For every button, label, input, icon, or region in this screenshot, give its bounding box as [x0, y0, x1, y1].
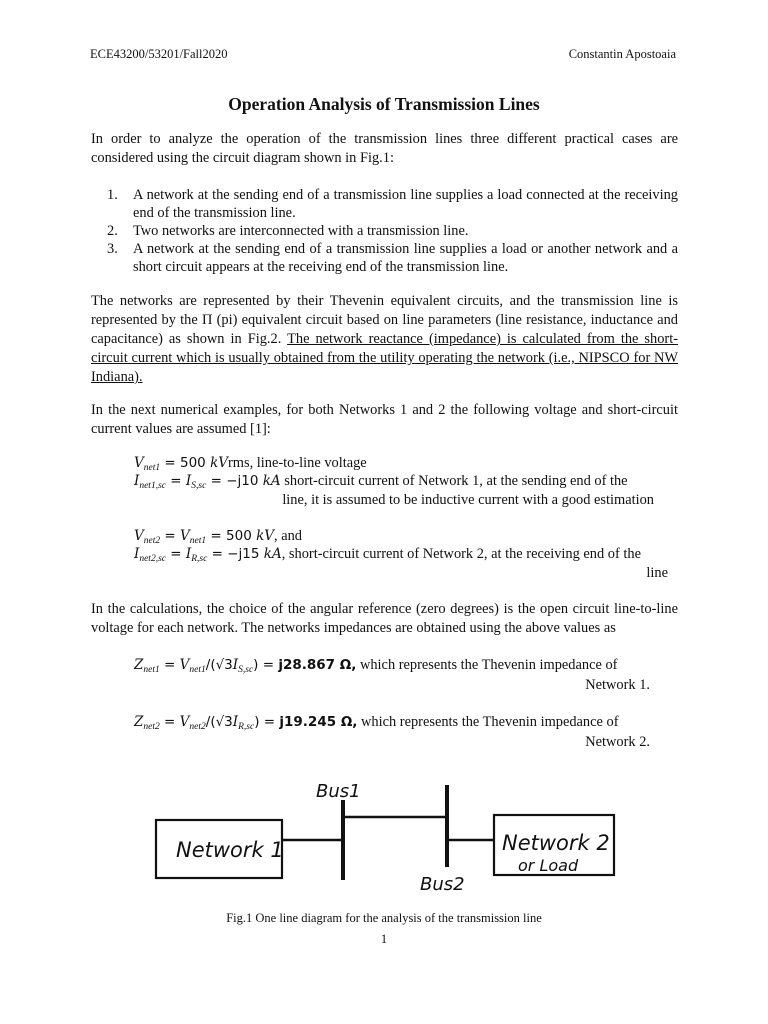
equation-znet1-continued: Network 1. [585, 677, 650, 693]
bus2-label: Bus2 [420, 874, 465, 895]
equation-vnet1: $V_{net1} = 500$ kVrms, line-to-line voltage [134, 455, 367, 473]
network2-sublabel: or Load [518, 856, 579, 875]
underlined-note: The network reactance (impedance) is calculated from the short-circuit current which is usually obtained from the utility operating the network (i.e., NIPSCO for NW Indiana). [91, 331, 679, 385]
equation-znet1: $Z_{net1} = V_{net1}/(√3I_{S,sc}) = j28.867$ Ω, which represents the Thevenin impedance of [134, 657, 618, 675]
page-title: Operation Analysis of Transmission Lines [228, 94, 540, 114]
equation-znet2: $Z_{net2} = V_{net2}/(√3I_{R,sc}) = j19.245$ Ω, which represents the Thevenin impedance of [134, 714, 619, 732]
network-representation-paragraph: The networks are represented by their Thevenin equivalent circuits, and the transmission line is represented by the Π (pi) equivalent circuit based on line parameters (line resistance, inductance and capacitance) as shown in Fig.2. The network reactance (impedance) is calculated from the short-circuit current which is usually obtained from the utility operating the network (i.e., NIPSCO for NW Indiana). [91, 293, 679, 385]
equation-vnet2: $V_{net2} = V_{net1} = 500$ kV, and [134, 528, 302, 546]
equation-inet2: $I_{net2,sc} = I_{R,sc} = -j15$ kA, short-circuit current of Network 2, at the receiving end of the [134, 546, 641, 564]
equation-inet1: $I_{net1,sc} = I_{S,sc} = -j10$ kA short-circuit current of Network 1, at the sending end of the [134, 473, 628, 491]
impedance-paragraph: In the calculations, the choice of the angular reference (zero degrees) is the open circuit line-to-line voltage for each network. The networks impedances are obtained using the above values as [91, 601, 678, 636]
equation-znet2-continued: Network 2. [585, 734, 650, 750]
list-item: 1. A network at the sending end of a transmission line supplies a load connected at the receiving end of the transmission line. [107, 187, 678, 221]
cases-list [91, 186, 678, 276]
header-course-code: ECE43200/53201/Fall2020 [90, 47, 228, 61]
page-number: 1 [380, 932, 388, 946]
equation-inet1-continued: line, it is assumed to be inductive current with a good estimation [282, 492, 654, 508]
bus1-label: Bus1 [316, 781, 361, 802]
network1-label: Network 1 [176, 838, 284, 862]
assumptions-paragraph: In the next numerical examples, for both Networks 1 and 2 the following voltage and short-circuit current values are assumed [1]: [91, 402, 678, 437]
header-author: Constantin Apostoaia [568, 47, 676, 61]
list-item: 3. A network at the sending end of a transmission line supplies a load or another network and a short circuit appears at the receiving end of the transmission line. [107, 241, 678, 275]
figure-caption: Fig.1 One line diagram for the analysis of the transmission line [226, 911, 542, 925]
list-item: 2. Two networks are interconnected with a transmission line. [107, 223, 469, 239]
one-line-diagram [140, 770, 630, 900]
intro-paragraph: In order to analyze the operation of the transmission lines three different practical cases are considered using the circuit diagram shown in Fig.1: [91, 131, 678, 166]
network2-label: Network 2 [502, 831, 610, 855]
equation-inet2-continued: line [646, 565, 668, 581]
